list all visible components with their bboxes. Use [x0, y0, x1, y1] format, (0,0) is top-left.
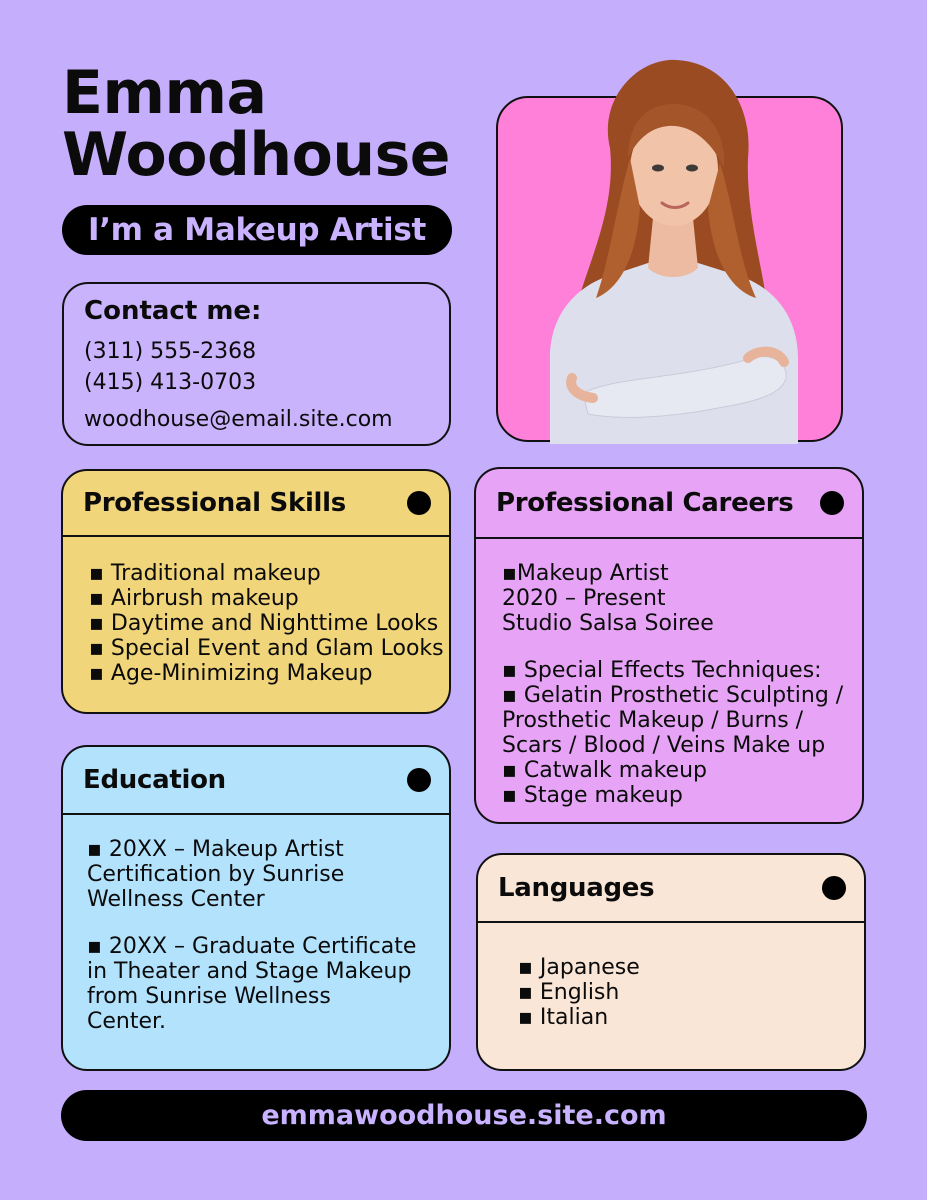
phone-2: (415) 413-0703 [84, 370, 257, 395]
careers-header [476, 469, 862, 539]
job-period: 2020 – Present [502, 586, 666, 611]
job-title: ▪Makeup Artist [502, 561, 669, 586]
careers-title: Professional Careers [496, 488, 794, 518]
dot-icon [407, 768, 431, 792]
list-item: ▪ Catwalk makeup [502, 758, 708, 783]
education-card [61, 745, 451, 1071]
portrait-illustration [498, 58, 845, 444]
education-title: Education [83, 765, 226, 795]
list-item: ▪ English [518, 980, 620, 1005]
skills-card [61, 469, 451, 714]
dot-icon [407, 491, 431, 515]
careers-card [474, 467, 864, 824]
phone-1: (311) 555-2368 [84, 339, 257, 364]
education-list [63, 815, 449, 1034]
website-link[interactable]: emmawoodhouse.site.com [261, 1100, 667, 1131]
list-item: ▪ Traditional makeup [89, 561, 321, 586]
contact-box [62, 282, 451, 446]
list-item: ▪ Japanese [518, 955, 640, 980]
profile-photo [496, 96, 843, 442]
careers-list [476, 539, 862, 808]
list-item: ▪ Age-Minimizing Makeup [89, 661, 373, 686]
languages-card [476, 853, 866, 1071]
contact-title: Contact me: [84, 296, 262, 326]
list-item: ▪ Italian [518, 1005, 609, 1030]
languages-header [478, 855, 864, 923]
list-item: ▪ Airbrush makeup [89, 586, 299, 611]
job-company: Studio Salsa Soiree [502, 611, 714, 636]
list-item: ▪ Gelatin Prosthetic Sculpting / Prosthetic Makeup / Burns / Scars / Blood / Veins Make up [502, 683, 844, 758]
list-item: ▪ Special Effects Techniques: [502, 658, 822, 683]
education-header [63, 747, 449, 815]
website-pill[interactable] [61, 1090, 867, 1141]
name-first: Emma [62, 58, 267, 128]
skills-list [63, 537, 449, 686]
tagline-pill [62, 205, 452, 255]
list-item: ▪ 20XX – Graduate Certificate in Theater and Stage Makeup from Sunrise Wellness Center. [87, 934, 417, 1034]
page-title [62, 58, 482, 190]
list-item: ▪ 20XX – Makeup Artist Certification by Sunrise Wellness Center [87, 837, 345, 912]
skills-header [63, 471, 449, 537]
list-item: ▪ Daytime and Nighttime Looks [89, 611, 439, 636]
email-address: woodhouse@email.site.com [84, 407, 393, 432]
dot-icon [820, 491, 844, 515]
skills-title: Professional Skills [83, 488, 346, 518]
list-item: ▪ Stage makeup [502, 783, 683, 808]
tagline-text: I’m a Makeup Artist [87, 212, 427, 248]
languages-title: Languages [498, 873, 655, 903]
dot-icon [822, 876, 846, 900]
list-item: ▪ Special Event and Glam Looks [89, 636, 444, 661]
name-last: Woodhouse [62, 120, 450, 190]
languages-list [478, 923, 864, 1030]
